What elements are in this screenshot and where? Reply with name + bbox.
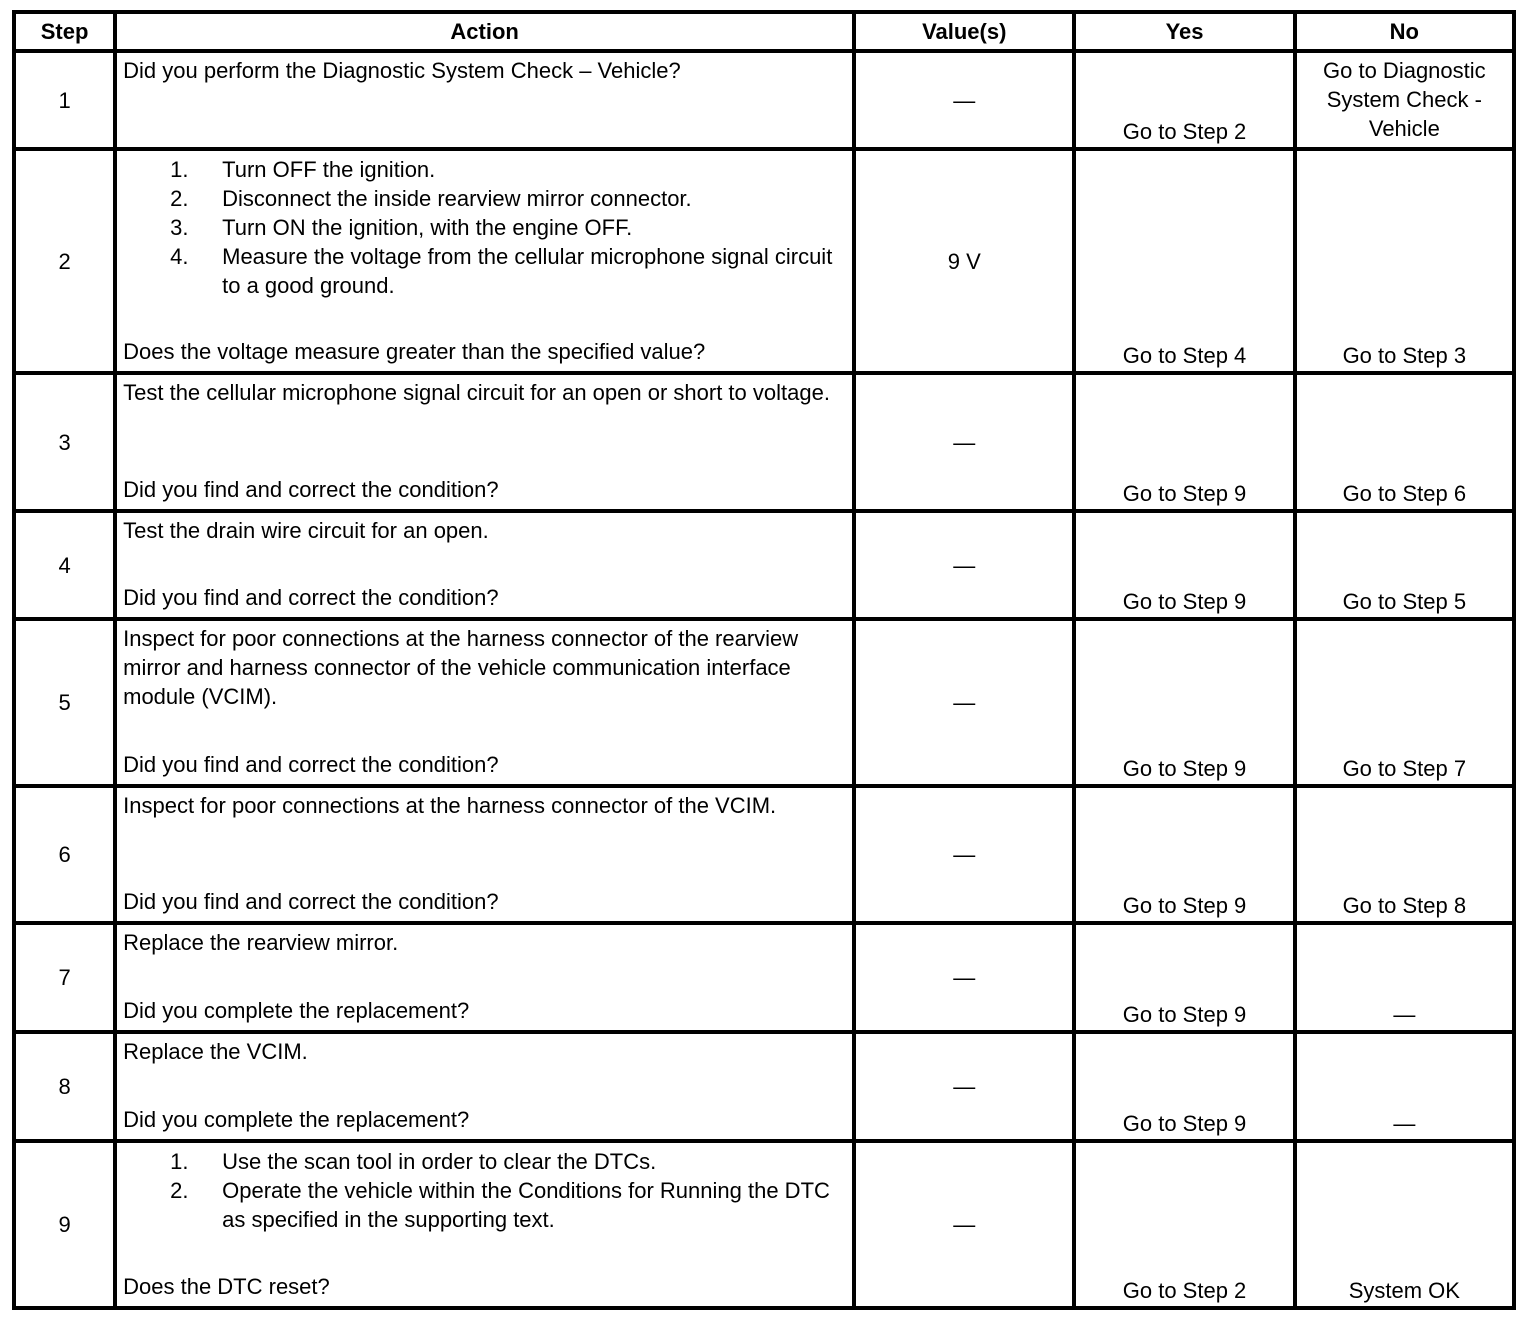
header-values: Value(s): [854, 12, 1074, 51]
diagnostic-table: [12, 10, 1516, 1310]
action-question: Did you find and correct the condition?: [123, 477, 499, 502]
list-item: 4. Measure the voltage from the cellular microphone signal circuit to a good ground.: [170, 244, 833, 298]
table-row: [14, 511, 1514, 619]
table-row: [14, 923, 1514, 1032]
value-cell: —: [854, 51, 1074, 149]
action-question: Did you find and correct the condition?: [123, 752, 499, 777]
action-text: Inspect for poor connections at the harness connector of the VCIM.: [123, 793, 777, 818]
no-cell: Go to Step 3: [1295, 149, 1514, 373]
yes-cell: Go to Step 9: [1074, 923, 1294, 1032]
step-number: 4: [14, 511, 115, 619]
step-number: 9: [14, 1141, 115, 1308]
action-cell: [115, 923, 854, 1032]
action-text: Did you perform the Diagnostic System Check – Vehicle?: [123, 58, 681, 83]
yes-cell: Go to Step 9: [1074, 786, 1294, 923]
action-cell: [115, 511, 854, 619]
value-cell: —: [854, 511, 1074, 619]
action-text: Inspect for poor connections at the harness connector of the rearview mirror and harness connector of the vehicle communication interface module (VCIM).: [123, 626, 799, 709]
header-action: Action: [115, 12, 854, 51]
action-text: Test the cellular microphone signal circuit for an open or short to voltage.: [123, 380, 830, 405]
action-steps-list: [123, 155, 846, 300]
no-cell: —: [1295, 1032, 1514, 1141]
action-question: Did you complete the replacement?: [123, 998, 470, 1023]
value-cell: —: [854, 373, 1074, 511]
action-text: Test the drain wire circuit for an open.: [123, 518, 489, 543]
value-cell: —: [854, 1141, 1074, 1308]
action-text: Replace the VCIM.: [123, 1039, 308, 1064]
action-cell: [115, 373, 854, 511]
no-cell: Go to Step 8: [1295, 786, 1514, 923]
step-number: 5: [14, 619, 115, 786]
step-number: 8: [14, 1032, 115, 1141]
value-cell: —: [854, 923, 1074, 1032]
yes-cell: Go to Step 2: [1074, 51, 1294, 149]
step-number: 2: [14, 149, 115, 373]
value-cell: 9 V: [854, 149, 1074, 373]
action-steps-list: [123, 1147, 846, 1234]
value-cell: —: [854, 1032, 1074, 1141]
value-cell: —: [854, 786, 1074, 923]
table-row: [14, 786, 1514, 923]
value-cell: —: [854, 619, 1074, 786]
header-no: No: [1295, 12, 1514, 51]
no-cell: —: [1295, 923, 1514, 1032]
yes-cell: Go to Step 9: [1074, 1032, 1294, 1141]
action-question: Did you find and correct the condition?: [123, 585, 499, 610]
action-question: Does the voltage measure greater than the specified value?: [123, 339, 706, 364]
step-number: 3: [14, 373, 115, 511]
action-cell: [115, 149, 854, 373]
step-number: 6: [14, 786, 115, 923]
action-cell: [115, 786, 854, 923]
no-cell: Go to Step 5: [1295, 511, 1514, 619]
list-item: 2. Disconnect the inside rearview mirror connector.: [170, 186, 692, 211]
yes-cell: Go to Step 2: [1074, 1141, 1294, 1308]
action-cell: [115, 619, 854, 786]
step-number: 7: [14, 923, 115, 1032]
action-question: Did you find and correct the condition?: [123, 889, 499, 914]
list-item: 3. Turn ON the ignition, with the engine OFF.: [170, 215, 633, 240]
step-number: 1: [14, 51, 115, 149]
header-step: Step: [14, 12, 115, 51]
no-cell: Go to Diagnostic System Check - Vehicle: [1295, 51, 1514, 149]
table-row: [14, 1032, 1514, 1141]
table-row: [14, 619, 1514, 786]
header-row: [14, 12, 1514, 51]
action-cell: [115, 1141, 854, 1308]
table-row: [14, 1141, 1514, 1308]
no-cell: System OK: [1295, 1141, 1514, 1308]
header-yes: Yes: [1074, 12, 1294, 51]
list-item: 2. Operate the vehicle within the Conditions for Running the DTC as specified in the supporting text.: [170, 1178, 830, 1232]
yes-cell: Go to Step 9: [1074, 619, 1294, 786]
action-cell: [115, 1032, 854, 1141]
yes-cell: Go to Step 9: [1074, 511, 1294, 619]
list-item: 1. Use the scan tool in order to clear the DTCs.: [170, 1149, 657, 1174]
table-row: [14, 149, 1514, 373]
action-question: Does the DTC reset?: [123, 1274, 330, 1299]
yes-cell: Go to Step 9: [1074, 373, 1294, 511]
no-cell: Go to Step 6: [1295, 373, 1514, 511]
no-cell: Go to Step 7: [1295, 619, 1514, 786]
table-row: [14, 373, 1514, 511]
yes-cell: Go to Step 4: [1074, 149, 1294, 373]
table-row: [14, 51, 1514, 149]
list-item: 1. Turn OFF the ignition.: [170, 157, 436, 182]
action-text: Replace the rearview mirror.: [123, 930, 399, 955]
action-cell: [115, 51, 854, 149]
action-question: Did you complete the replacement?: [123, 1107, 470, 1132]
